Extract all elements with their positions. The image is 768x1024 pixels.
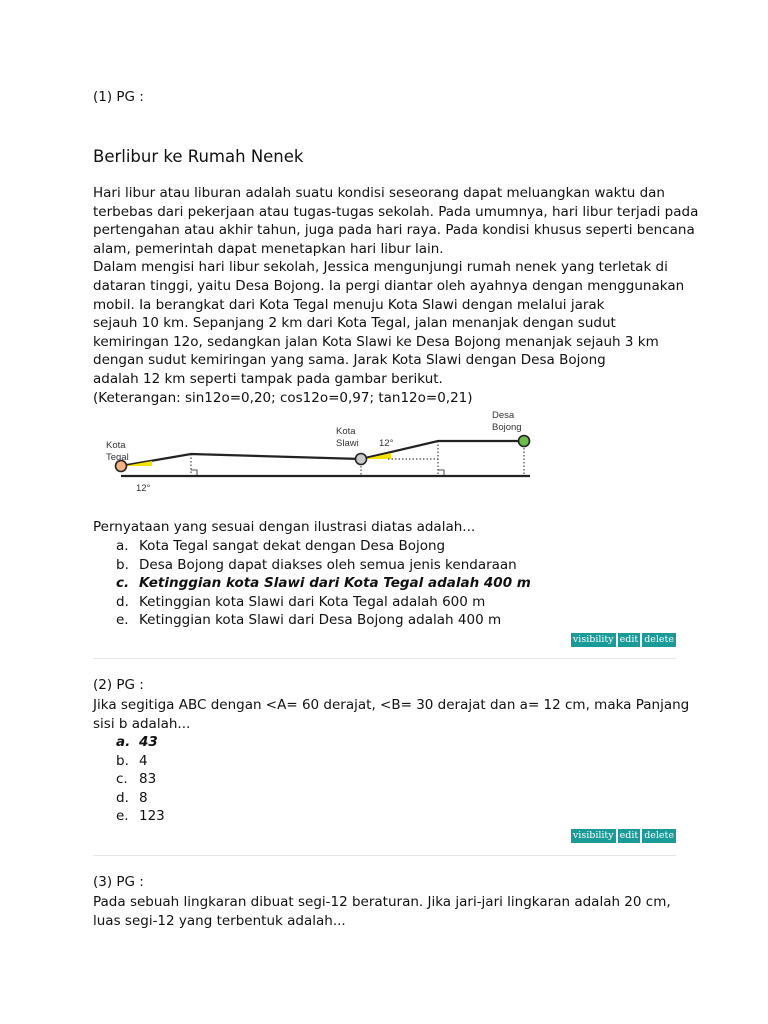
kota-tegal-label: Kota	[106, 440, 126, 451]
passage-line: pertengahan atau akhir tahun, juga pada hari raya. Pada kondisi khusus seperti bencana	[93, 222, 695, 239]
option-text: Desa Bojong dapat diakses oleh semua jenis kendaraan	[139, 556, 517, 573]
option-letter: e.	[116, 612, 129, 629]
passage-line: Hari libur atau liburan adalah suatu kondisi seseorang dapat meluangkan waktu dan	[93, 185, 665, 201]
road-path	[121, 441, 524, 466]
question-1-prompt: Pernyataan yang sesuai dengan ilustrasi diatas adalah...	[93, 519, 476, 535]
kota-slawi-marker	[356, 454, 367, 465]
angle-label: 12°	[136, 483, 151, 494]
quiz-page	[93, 0, 699, 1024]
question-2-options	[93, 733, 165, 826]
option-a[interactable]	[93, 537, 531, 556]
divider	[93, 855, 676, 856]
option-text: 83	[139, 771, 157, 788]
prompt-line: Pada sebuah lingkaran dibuat segi-12 beraturan. Jika jari-jari lingkaran adalah 20 cm,	[93, 894, 671, 910]
visibility-button[interactable]: visibility	[572, 830, 614, 841]
option-d[interactable]	[93, 593, 531, 612]
passage-line: dengan sudut kemiringan yang sama. Jarak Kota Slawi dengan Desa Bojong	[93, 352, 606, 369]
option-text: 8	[139, 789, 148, 806]
option-text: Ketinggian kota Slawi dari Kota Tegal adalah 400 m	[139, 575, 531, 592]
edit-button[interactable]: edit	[619, 830, 639, 841]
option-e[interactable]	[93, 611, 531, 630]
question-1-options	[93, 537, 531, 630]
divider	[93, 658, 676, 659]
option-letter: c.	[116, 771, 128, 788]
passage-line: sejauh 10 km. Sepanjang 2 km dari Kota Tegal, jalan menanjak dengan sudut	[93, 315, 616, 332]
question-3-header: (3) PG :	[93, 874, 144, 890]
desa-bojong-label: Bojong	[492, 422, 522, 433]
option-letter: a.	[116, 734, 131, 750]
delete-button[interactable]: delete	[644, 634, 674, 645]
passage-line: alam, pemerintah dapat menetapkan hari libur lain.	[93, 240, 444, 257]
option-a-correct[interactable]	[93, 733, 165, 752]
option-text: Kota Tegal sangat dekat dengan Desa Bojong	[139, 538, 446, 554]
option-c-correct[interactable]	[93, 574, 531, 593]
option-letter: a.	[116, 538, 129, 554]
passage-line: Dalam mengisi hari libur sekolah, Jessica mengunjungi rumah nenek yang terletak di	[93, 259, 668, 276]
question-1-header: (1) PG :	[93, 89, 144, 105]
question-1-passage	[93, 184, 699, 407]
passage-line: mobil. Ia berangkat dari Kota Tegal menuju Kota Slawi dengan melalui jarak	[93, 296, 605, 313]
option-letter: e.	[116, 808, 129, 825]
option-letter: b.	[116, 556, 129, 573]
question-1-title: Berlibur ke Rumah Nenek	[93, 147, 304, 166]
prompt-line: Jika segitiga ABC dengan <A= 60 derajat, <B= 30 derajat dan a= 12 cm, maka Panjang	[93, 697, 690, 713]
question-2-header: (2) PG :	[93, 677, 144, 693]
option-text: 43	[139, 734, 158, 750]
option-e[interactable]	[93, 807, 165, 826]
passage-line: dataran tinggi, yaitu Desa Bojong. Ia pergi diantar oleh ayahnya dengan menggunakan	[93, 277, 685, 294]
option-letter: c.	[116, 575, 130, 592]
question-1-actions	[93, 633, 676, 647]
option-b[interactable]	[93, 752, 165, 771]
edit-button[interactable]: edit	[619, 634, 639, 645]
kota-tegal-label: Tegal	[106, 452, 129, 463]
option-c[interactable]	[93, 770, 165, 789]
option-text: Ketinggian kota Slawi dari Kota Tegal adalah 600 m	[139, 593, 486, 610]
option-text: Ketinggian kota Slawi dari Desa Bojong adalah 400 m	[139, 612, 502, 629]
option-b[interactable]	[93, 556, 531, 575]
option-letter: d.	[116, 593, 129, 610]
desa-bojong-label: Desa	[492, 410, 515, 421]
option-text: 123	[139, 808, 165, 825]
question-2-actions	[93, 829, 676, 843]
option-d[interactable]	[93, 789, 165, 808]
prompt-line: luas segi-12 yang terbentuk adalah...	[93, 912, 346, 929]
route-diagram	[93, 408, 543, 518]
passage-line: adalah 12 km seperti tampak pada gambar berikut.	[93, 370, 443, 387]
question-3-prompt	[93, 893, 683, 930]
desa-bojong-marker	[519, 436, 530, 447]
visibility-button[interactable]: visibility	[572, 634, 614, 645]
passage-line: terbebas dari pekerjaan atau tugas-tugas sekolah. Pada umumnya, hari libur terjadi pada	[93, 203, 699, 220]
kota-slawi-label: Slawi	[336, 438, 359, 449]
option-letter: b.	[116, 752, 129, 769]
option-letter: d.	[116, 789, 129, 806]
passage-line: kemiringan 12o, sedangkan jalan Kota Slawi ke Desa Bojong menanjak sejauh 3 km	[93, 333, 659, 350]
delete-button[interactable]: delete	[644, 830, 674, 841]
prompt-line: sisi b adalah...	[93, 715, 191, 732]
option-text: 4	[139, 752, 148, 769]
kota-slawi-label: Kota	[336, 426, 356, 437]
passage-line: (Keterangan: sin12o=0,20; cos12o=0,97; tan12o=0,21)	[93, 389, 473, 406]
angle-label: 12°	[379, 438, 394, 449]
question-2-prompt	[93, 696, 690, 733]
